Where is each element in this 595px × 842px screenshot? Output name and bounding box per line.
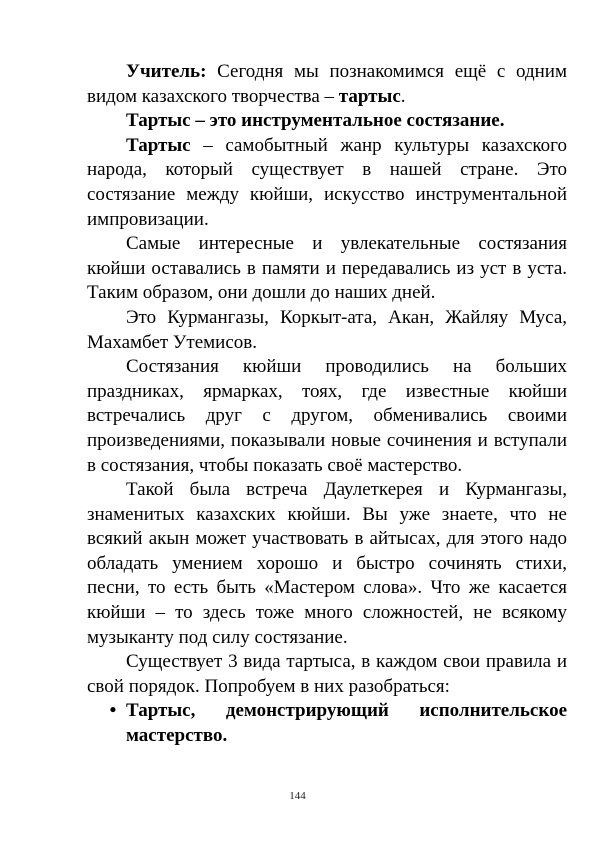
- intro-end: .: [400, 85, 406, 107]
- paragraph-names: Это Курмангазы, Коркыт-ата, Акан, Жайляу Муса, Махамбет Утемисов.: [87, 306, 567, 353]
- teacher-label: Учитель:: [126, 61, 207, 82]
- paragraph-definition: [87, 134, 567, 232]
- list-item: [109, 699, 567, 748]
- paragraph-memory: Самые интересные и увлекательные состязания кюйши оставались в памяти и передавались из уст в уста. Таким образом, они дошли до наших дней.: [87, 233, 567, 304]
- definition-text: – самобытный жанр культуры казахского народа, который существует в нашей стране. Это состязание между кюйши, искусство инструментальной импровизации.: [87, 134, 567, 230]
- definition-term: Тартыс: [126, 134, 191, 156]
- document-body: [87, 60, 567, 749]
- bullet-icon: •: [109, 700, 117, 722]
- paragraph-definition-heading: [87, 109, 567, 134]
- paragraph-meeting: Такой была встреча Даулеткерея и Курмангазы, знаменитых казахских кюйши. Вы уже знаете, что не всякий акын может участвовать в айтысах, для этого надо обладать умением хорошо и быстро сочинять стихи, песни, то есть быть «Мастером слова». Что же касается кюйши – то здесь тоже много сложностей, не всякому музыканту под силу состязание.: [87, 479, 567, 648]
- intro-text: Сегодня мы познакомимся ещё с одним видом казахского творчества –: [87, 61, 567, 107]
- paragraph-competitions: Состязания кюйши проводились на больших праздниках, ярмарках, тоях, где известные кюйши встречались друг с другом, обменивались своими произведениями, показывали новые сочинения и вступали в состязания, чтобы показать своё мастерство.: [87, 356, 567, 476]
- tartys-term: тартыс: [338, 85, 401, 107]
- page-number: 144: [289, 790, 306, 802]
- definition-heading: Тартыс – это инструментальное состязание.: [126, 110, 505, 132]
- paragraph-types: Существует 3 вида тартыса, в каждом свои правила и свой порядок. Попробуем в них разобраться:: [87, 651, 567, 697]
- paragraph-intro: [87, 60, 567, 109]
- list-item-text: Тартыс, демонстрирующий исполнительское мастерство.: [126, 700, 567, 747]
